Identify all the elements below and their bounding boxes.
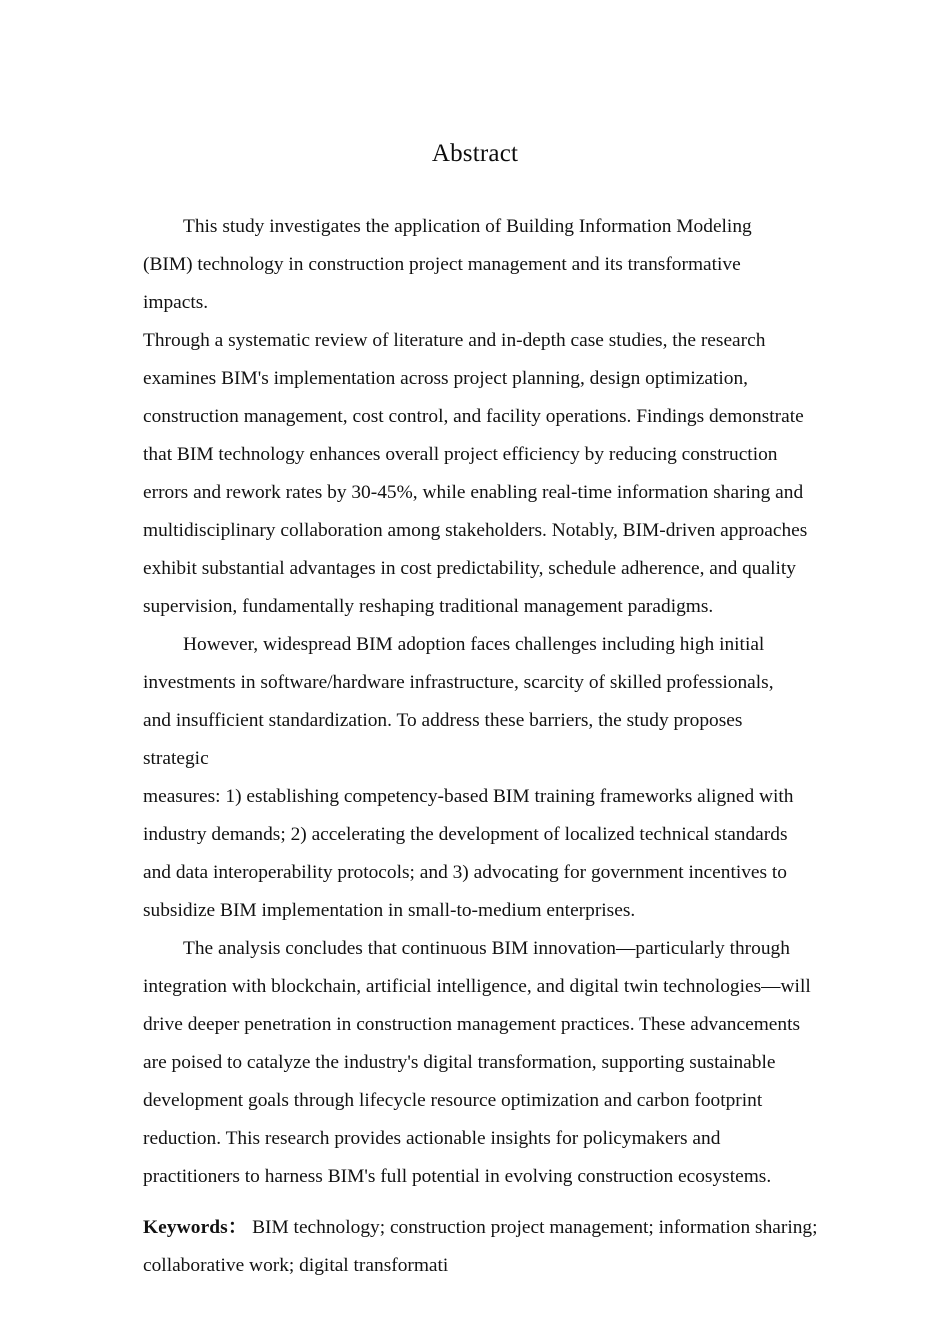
text-line: are poised to catalyze the industry's digital transformation, supporting sustainable bbox=[143, 1052, 776, 1073]
text-line: Through a systematic review of literature and in-depth case studies, the research bbox=[143, 330, 766, 351]
text-line: supervision, fundamentally reshaping traditional management paradigms. bbox=[143, 596, 714, 617]
text-line: examines BIM's implementation across project planning, design optimization, bbox=[143, 368, 749, 389]
text-line: practitioners to harness BIM's full potential in evolving construction ecosystems. bbox=[143, 1166, 772, 1187]
text-line: reduction. This research provides actionable insights for policymakers and bbox=[143, 1128, 721, 1149]
keywords-first-line bbox=[143, 1209, 833, 1247]
text-line: that BIM technology enhances overall project efficiency by reducing construction bbox=[143, 444, 778, 465]
text-line: exhibit substantial advantages in cost predictability, schedule adherence, and quality bbox=[143, 558, 796, 579]
text-line: integration with blockchain, artificial intelligence, and digital twin technologies—will bbox=[143, 976, 811, 997]
text-line: (BIM) technology in construction project management and its transformative bbox=[143, 254, 741, 275]
text-line: investments in software/hardware infrastructure, scarcity of skilled professionals, bbox=[143, 672, 774, 693]
text-line: However, widespread BIM adoption faces challenges including high initial bbox=[183, 634, 765, 655]
keywords-section bbox=[143, 1209, 833, 1285]
text-line: development goals through lifecycle resource optimization and carbon footprint bbox=[143, 1090, 763, 1111]
text-line: This study investigates the application of Building Information Modeling bbox=[183, 216, 752, 237]
text-line: and insufficient standardization. To address these barriers, the study proposes bbox=[143, 710, 743, 731]
paragraph-2 bbox=[143, 626, 811, 930]
keywords-values-line-2: collaborative work; digital transformati bbox=[143, 1255, 449, 1276]
text-line: industry demands; 2) accelerating the development of localized technical standards bbox=[143, 824, 788, 845]
abstract-body bbox=[143, 208, 811, 1196]
text-line: multidisciplinary collaboration among stakeholders. Notably, BIM-driven approaches bbox=[143, 520, 808, 541]
keywords-values-line-1: BIM technology; construction project management; information sharing; bbox=[252, 1217, 818, 1238]
text-line: and data interoperability protocols; and 3) advocating for government incentives to bbox=[143, 862, 788, 883]
page-title: Abstract bbox=[431, 139, 519, 167]
text-line: The analysis concludes that continuous BIM innovation—particularly through bbox=[183, 938, 790, 959]
text-line: measures: 1) establishing competency-based BIM training frameworks aligned with bbox=[143, 786, 794, 807]
paragraph-3 bbox=[143, 930, 811, 1196]
text-line: errors and rework rates by 30-45%, while enabling real-time information sharing and bbox=[143, 482, 804, 503]
text-line: subsidize BIM implementation in small-to-medium enterprises. bbox=[143, 900, 636, 921]
paragraph-1 bbox=[143, 208, 811, 626]
text-line: drive deeper penetration in construction management practices. These advancements bbox=[143, 1014, 801, 1035]
text-line: construction management, cost control, and facility operations. Findings demonstrate bbox=[143, 406, 804, 427]
keywords-colon: ： bbox=[227, 1217, 248, 1238]
keywords-label: Keywords bbox=[143, 1217, 228, 1238]
text-line: strategic bbox=[143, 748, 209, 769]
text-line: impacts. bbox=[143, 292, 209, 313]
